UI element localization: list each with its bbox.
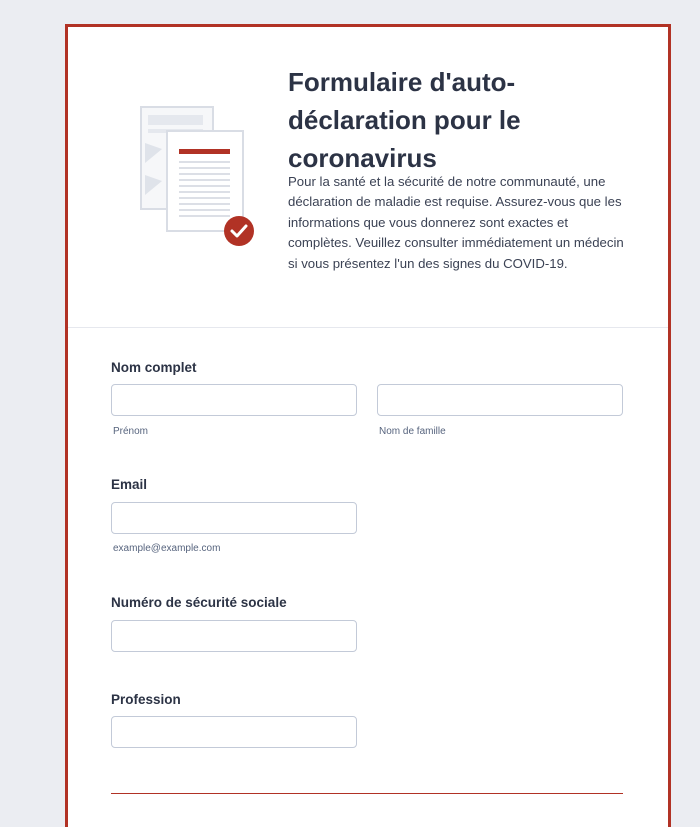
first-name-input[interactable] <box>111 384 357 416</box>
last-name-sublabel: Nom de famille <box>379 426 446 437</box>
form-title: Formulaire d'auto-déclaration pour le coronavirus <box>288 67 521 173</box>
email-sublabel: example@example.com <box>113 543 221 554</box>
section-divider <box>111 793 623 794</box>
check-badge-icon <box>224 216 254 246</box>
form-description: Pour la santé et la sécurité de notre communauté, une déclaration de maladie est requise. Assurez-vous que les informations que vous donnerez sont exactes et complètes. Veuillez consulter immédiatement un médecin si vous présentez l'un des signes du COVID-19. <box>288 174 624 271</box>
full-name-label: Nom complet <box>111 360 197 375</box>
social-security-field <box>111 595 287 610</box>
full-name-field <box>111 360 197 375</box>
last-name-input[interactable] <box>377 384 623 416</box>
profession-field <box>111 692 181 707</box>
email-label: Email <box>111 477 148 492</box>
document-checklist-icon <box>132 105 256 247</box>
form-header <box>68 27 668 328</box>
social-security-input[interactable] <box>111 620 357 652</box>
first-name-sublabel: Prénom <box>113 426 149 437</box>
email-field <box>111 477 147 492</box>
social-security-label: Numéro de sécurité sociale <box>111 595 287 610</box>
form-card <box>65 24 671 827</box>
profession-input[interactable] <box>111 716 357 748</box>
email-input[interactable] <box>111 502 357 534</box>
profession-label: Profession <box>111 692 181 707</box>
